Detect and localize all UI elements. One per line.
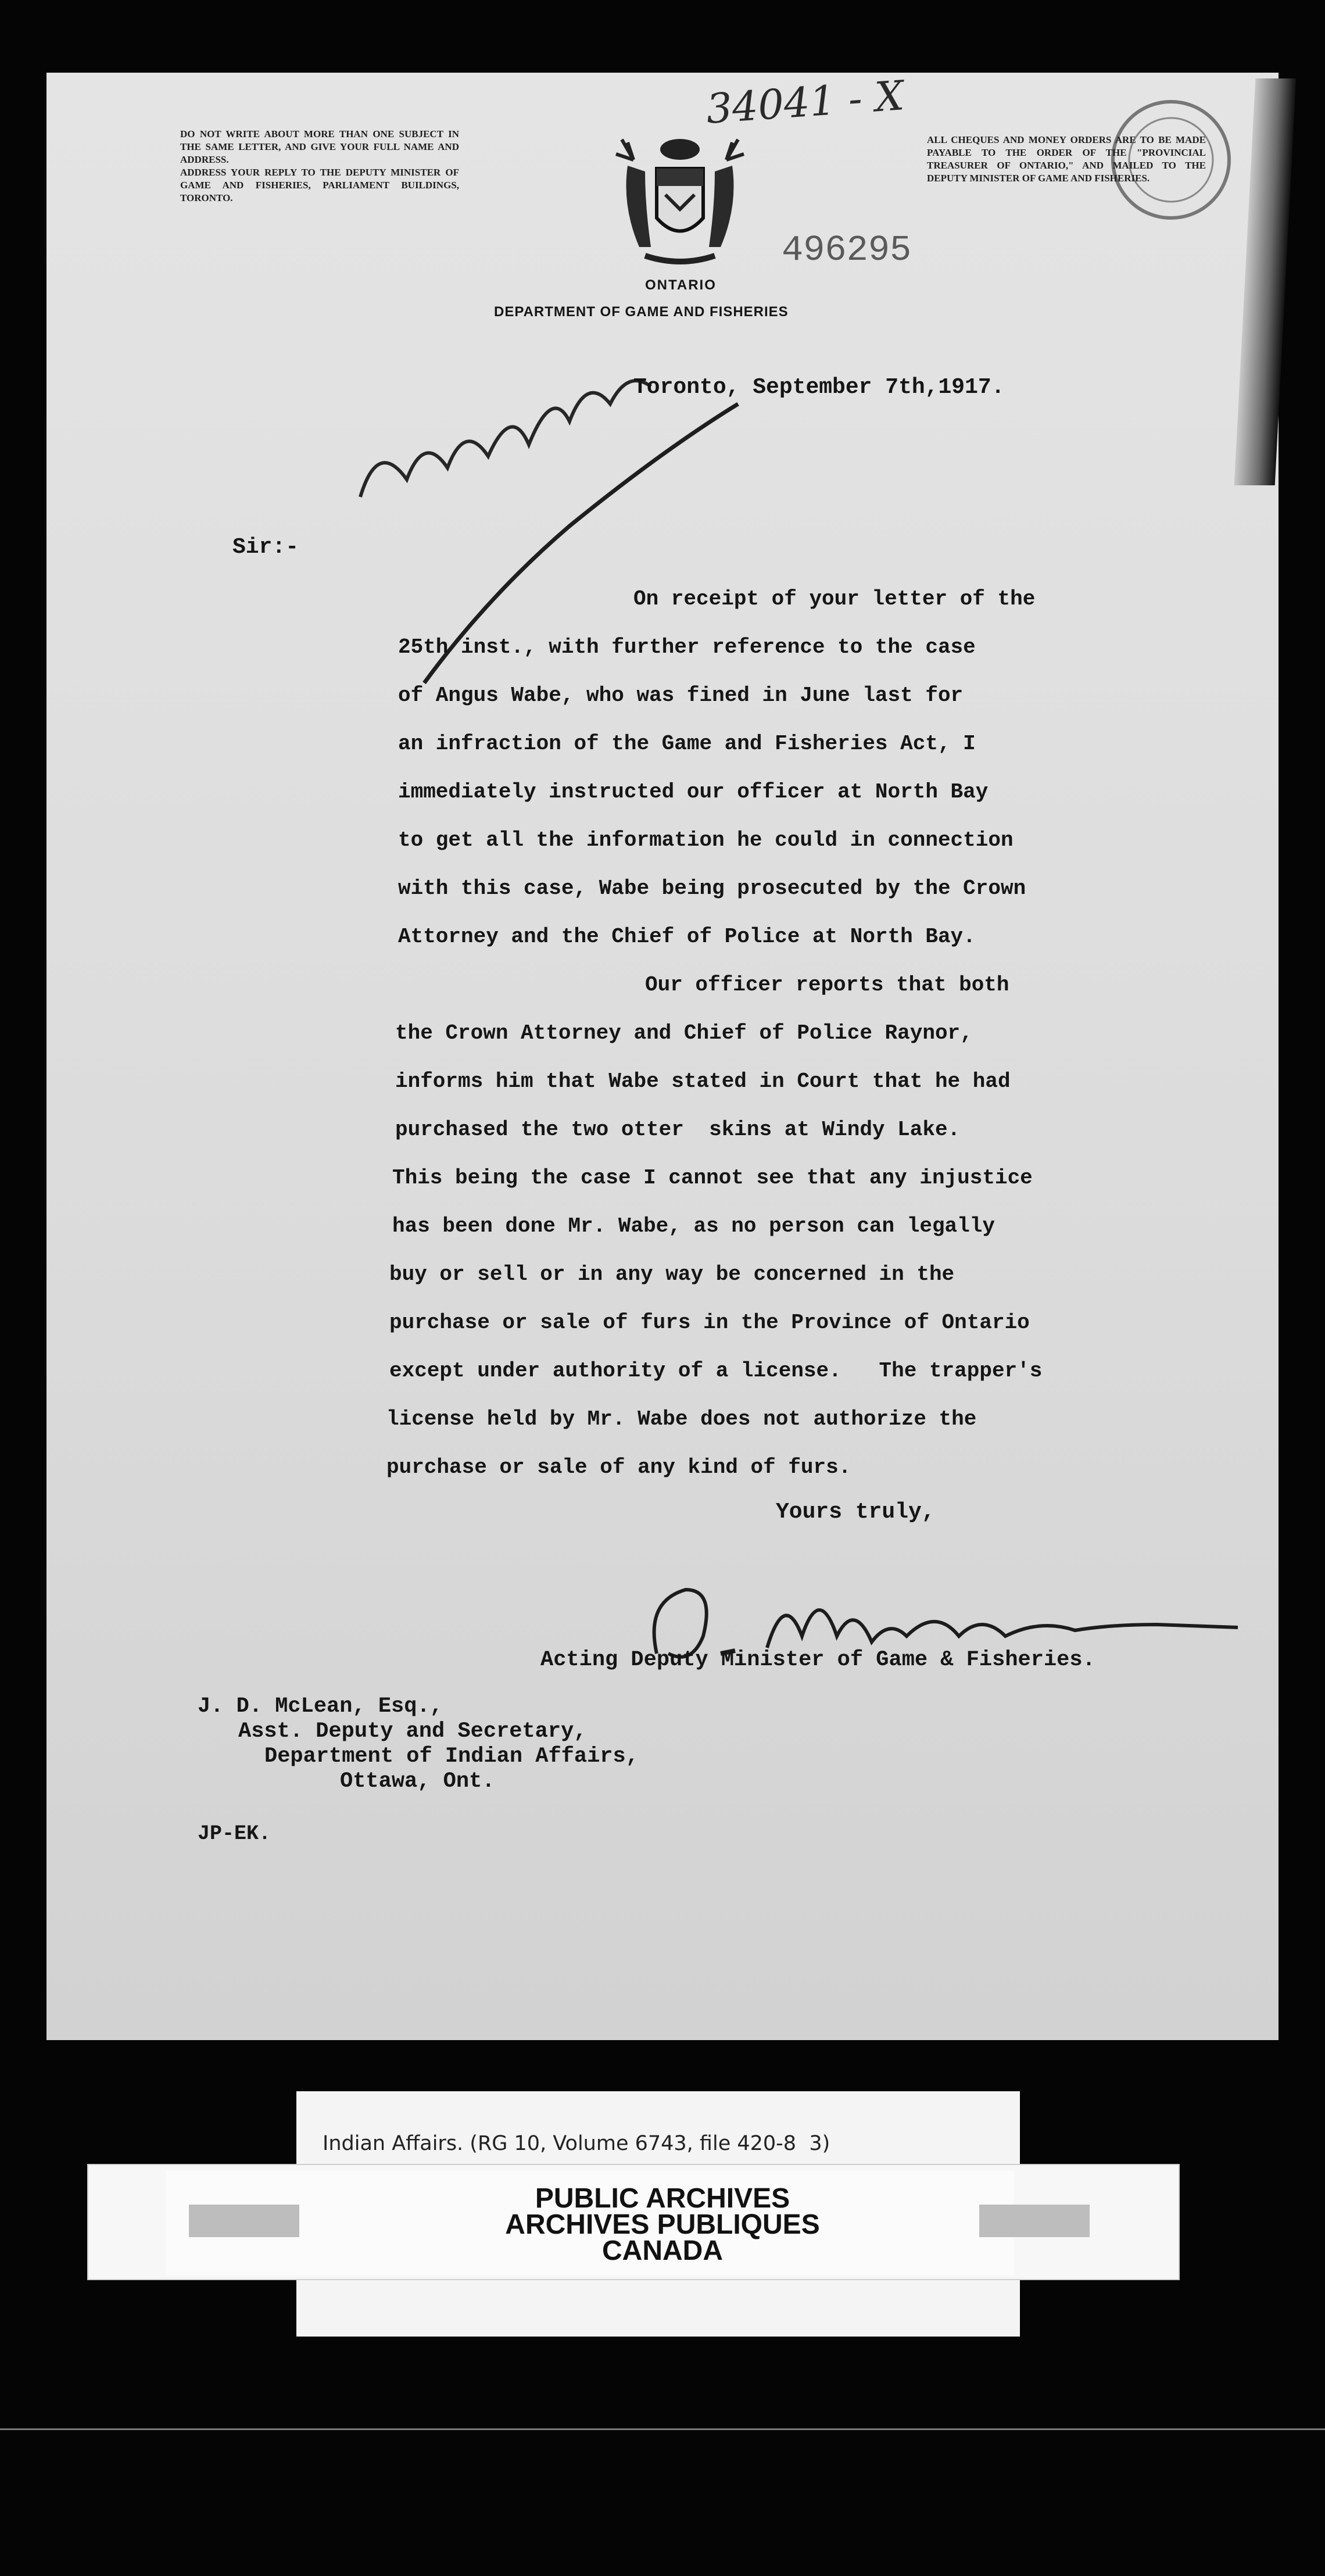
archive-stamp-line: CANADA [602, 2235, 723, 2266]
stamped-registry-number: 496295 [782, 230, 912, 271]
department-heading: DEPARTMENT OF GAME AND FISHERIES [494, 304, 789, 320]
divider [0, 2428, 1325, 2430]
body-line: an infraction of the Game and Fisheries Act, I [398, 732, 976, 756]
body-line: the Crown Attorney and Chief of Police Raynor, [395, 1021, 973, 1045]
body-line: purchase or sale of any kind of furs. [386, 1455, 851, 1479]
body-line: Attorney and the Chief of Police at North Bay. [398, 925, 976, 949]
body-line: with this case, Wabe being prosecuted by the Crown [398, 876, 1026, 900]
body-line: immediately instructed our officer at North Bay [398, 780, 989, 804]
body-line: to get all the information he could in connection [398, 828, 1014, 852]
body-line: This being the case I cannot see that any injustice [392, 1166, 1033, 1190]
body-line: buy or sell or in any way be concerned in the [389, 1262, 955, 1286]
body-line: has been done Mr. Wabe, as no person can legally [392, 1214, 995, 1238]
letter-date: Toronto, September 7th,1917. [633, 375, 1005, 400]
body-line: Our officer reports that both [645, 973, 1009, 997]
ontario-coat-of-arms-icon [610, 137, 750, 276]
addressee-line: Department of Indian Affairs, [264, 1744, 639, 1769]
body-line: purchase or sale of furs in the Province of Ontario [389, 1311, 1030, 1334]
complimentary-closing: Yours truly, [776, 1500, 935, 1525]
addressee-line: J. D. McLean, Esq., [198, 1694, 443, 1719]
body-line: informs him that Wabe stated in Court that he had [395, 1069, 1011, 1093]
body-line: license held by Mr. Wabe does not authorize the [386, 1407, 977, 1431]
addressee-line: Ottawa, Ont. [340, 1769, 495, 1794]
archive-stamp-line: ARCHIVES PUBLIQUES [505, 2209, 820, 2240]
body-line: On receipt of your letter of the [633, 587, 1036, 611]
body-line: of Angus Wabe, who was fined in June last for [398, 684, 964, 707]
province-heading: ONTARIO [645, 277, 717, 293]
payment-instructions-notice: ALL CHEQUES AND MONEY ORDERS ARE TO BE MADE PAYABLE TO THE ORDER OF THE "PROVINCIAL TREASURER OF ONTARIO," AND MAILED TO THE DEPUTY MINISTER OF GAME AND FISHERIES. [927, 134, 1206, 184]
reply-instructions-notice: DO NOT WRITE ABOUT MORE THAN ONE SUBJECT IN THE SAME LETTER, AND GIVE YOUR FULL NAME AND ADDRESS. ADDRESS YOUR REPLY TO THE DEPUTY MINISTER OF GAME AND FISHERIES, PARLIAMENT BUILDINGS, TORONTO. [180, 128, 459, 203]
archive-reference: Indian Affairs. (RG 10, Volume 6743, file 420-8 3) [323, 2132, 830, 2155]
body-line: except under authority of a license. The trapper's [389, 1359, 1043, 1383]
typist-initials: JP-EK. [198, 1822, 271, 1845]
letter-page [46, 73, 1279, 2040]
handwritten-file-number: 34041 - X [704, 71, 906, 133]
signer-title: Acting Deputy Minister of Game & Fisheries. [540, 1648, 1095, 1672]
body-line: purchased the two otter skins at Windy Lake. [395, 1118, 961, 1142]
salutation: Sir:- [232, 535, 299, 560]
body-line: 25th inst., with further reference to the case [398, 635, 976, 659]
archive-stamp-line: PUBLIC ARCHIVES [535, 2183, 790, 2214]
addressee-line: Asst. Deputy and Secretary, [238, 1719, 587, 1744]
